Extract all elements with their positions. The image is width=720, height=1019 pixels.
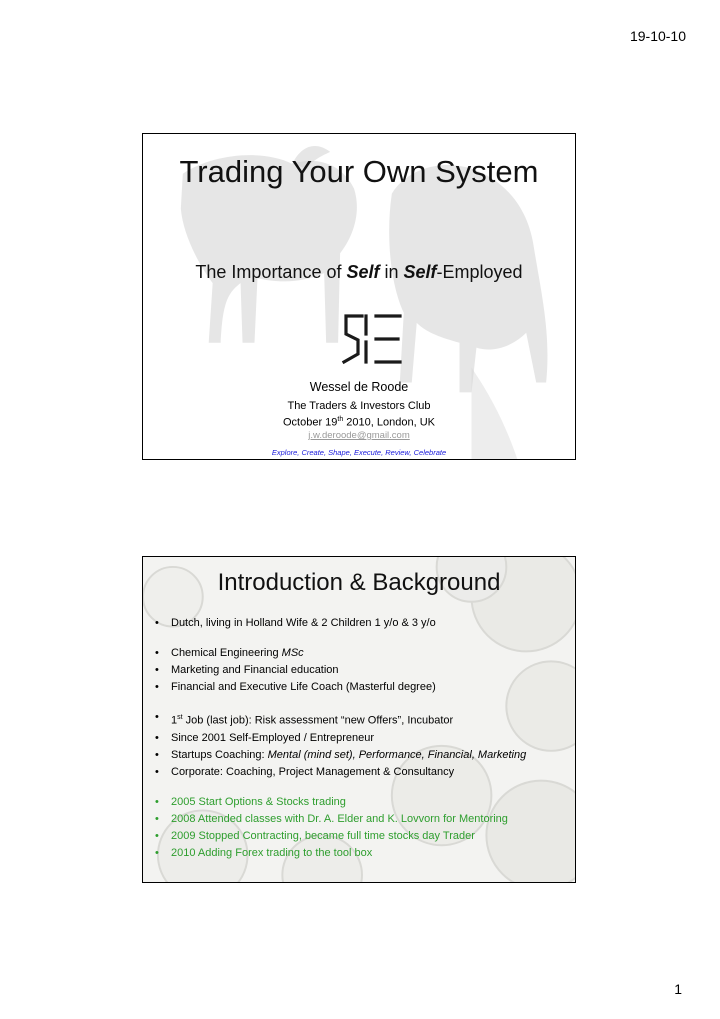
list-item: • Chemical Engineering MSc <box>153 645 569 662</box>
slide-title: Trading Your Own System <box>179 154 539 189</box>
bullet-group-career <box>153 709 569 781</box>
page-number: 1 <box>674 981 682 997</box>
page-date: 19-10-10 <box>629 28 686 44</box>
list-item: • 2005 Start Options & Stocks trading <box>153 794 569 811</box>
bullet-group-education <box>153 645 569 696</box>
slide-title: Introduction & Background <box>217 569 501 596</box>
list-item: • Marketing and Financial education <box>153 662 569 679</box>
bullet-icon: • <box>155 846 159 859</box>
list-item: • Corporate: Coaching, Project Management & Consultancy <box>153 764 569 781</box>
event-date-location: October 19th 2010, London, UK <box>282 416 435 429</box>
bullet-icon: • <box>155 664 159 676</box>
list-item: • Dutch, living in Holland Wife & 2 Children 1 y/o & 3 y/o <box>153 615 569 632</box>
bullet-icon: • <box>155 829 159 842</box>
title-slide <box>142 133 576 460</box>
author-name: Wessel de Roode <box>309 380 409 394</box>
list-item: • Startups Coaching: Mental (mind set), Performance, Financial, Marketing <box>153 747 569 764</box>
list-item: • 2010 Adding Forex trading to the tool box <box>153 845 569 862</box>
bullet-icon: • <box>155 731 159 744</box>
bullet-group-trading <box>153 794 569 862</box>
bullet-icon: • <box>155 617 159 629</box>
bullet-icon: • <box>155 795 159 808</box>
list-item: • 2009 Stopped Contracting, became full time stocks day Trader <box>153 828 569 845</box>
intro-slide <box>142 556 576 883</box>
organization: The Traders & Investors Club <box>287 400 431 412</box>
list-item: • Financial and Executive Life Coach (Masterful degree) <box>153 679 569 696</box>
bullet-icon: • <box>155 681 159 693</box>
bullet-icon: • <box>155 812 159 825</box>
bullet-group-personal <box>153 615 569 632</box>
bullet-icon: • <box>155 647 159 659</box>
bullet-icon: • <box>155 765 159 778</box>
bullet-icon: • <box>155 748 159 761</box>
se-logo-icon <box>340 312 404 366</box>
list-item: • Since 2001 Self-Employed / Entrepreneur <box>153 730 569 747</box>
list-item: • 1st Job (last job): Risk assessment “new Offers”, Incubator <box>155 711 454 727</box>
slide-subtitle: The Importance of Self in Self-Employed <box>195 262 523 282</box>
email-link[interactable]: j.w.deroode@gmail.com <box>308 430 410 441</box>
tagline: Explore, Create, Shape, Execute, Review, Celebrate <box>271 448 447 457</box>
bullet-icon: • <box>155 711 159 723</box>
bullet-list <box>153 615 569 875</box>
list-item: • 2008 Attended classes with Dr. A. Elder and K. Lovvorn for Mentoring <box>153 811 569 828</box>
